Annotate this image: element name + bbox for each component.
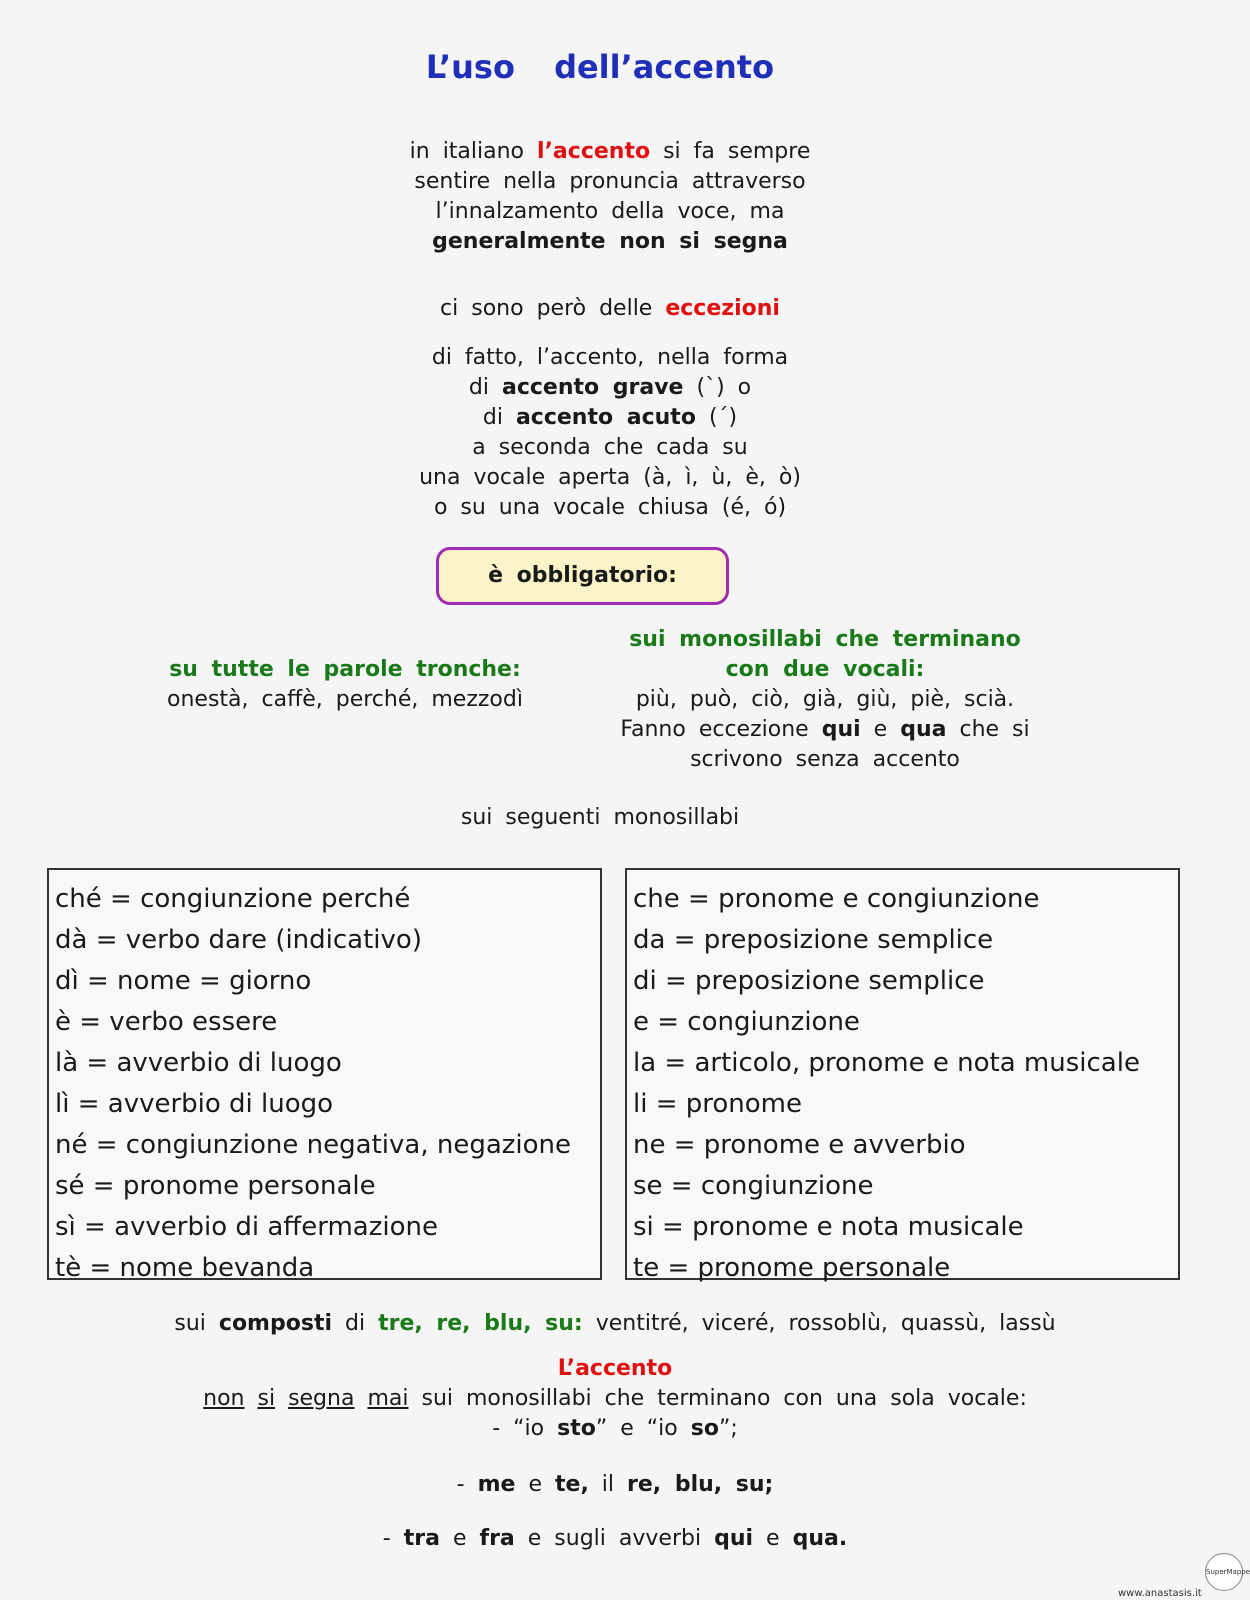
list-item: dà = verbo dare (indicativo) [55, 925, 422, 955]
list-item: sì = avverbio di affermazione [55, 1212, 438, 1242]
list-item: tè = nome bevanda [55, 1253, 315, 1283]
following-line: sui seguenti monosillabi [460, 805, 740, 830]
page-title: L’uso dell’accento [425, 48, 775, 86]
fact-line-6: o su una vocale chiusa (é, ó) [433, 495, 787, 520]
list-item: e = congiunzione [633, 1007, 860, 1037]
right-rule-heading-2: con due vocali: [725, 657, 925, 682]
list-item: ché = congiunzione perché [55, 884, 411, 914]
right-monosyllables-box [625, 868, 1180, 1283]
list-item: lì = avverbio di luogo [55, 1089, 334, 1119]
supermappe-logo: SuperMappe [1205, 1553, 1243, 1591]
fact-line-3: di accento acuto (´) [482, 405, 738, 430]
never-line-3: - me e te, il re, blu, su; [456, 1472, 774, 1497]
list-item: è = verbo essere [55, 1007, 278, 1037]
list-item: di = preposizione semplice [633, 966, 985, 996]
site-url: www.anastasis.it [1118, 1588, 1202, 1599]
left-monosyllables-box [47, 868, 602, 1283]
never-block [60, 1354, 1170, 1444]
never-heading: L’accento [557, 1356, 673, 1381]
fact-line-2: di accento grave (`) o [468, 375, 752, 400]
intro-line-3: l’innalzamento della voce, ma [435, 199, 785, 224]
list-item: né = congiunzione negativa, negazione [55, 1130, 572, 1160]
never-line-2: - “io sto” e “io so”; [492, 1416, 738, 1441]
obligatory-badge: è obbligatorio: [436, 547, 729, 605]
left-rule [140, 655, 550, 715]
list-item: dì = nome = giorno [55, 966, 312, 996]
intro-block [350, 137, 870, 257]
list-item: là = avverbio di luogo [55, 1048, 342, 1078]
intro-line-2: sentire nella pronuncia attraverso [414, 169, 806, 194]
fact-line-1: di fatto, l’accento, nella forma [431, 345, 789, 370]
fact-line-5: una vocale aperta (à, ì, ù, è, ò) [419, 465, 801, 490]
fact-line-4: a seconda che cada su [472, 435, 748, 460]
exceptions-line: ci sono però delle eccezioni [440, 296, 780, 321]
right-rule-line-4: Fanno eccezione qui e qua che si [620, 717, 1030, 742]
right-rule [580, 625, 1070, 775]
right-rule-heading-1: sui monosillabi che terminano [629, 627, 1021, 652]
list-item: te = pronome personale [633, 1253, 951, 1283]
list-item: che = pronome e congiunzione [633, 884, 1040, 914]
list-item: da = preposizione semplice [633, 925, 994, 955]
right-rule-line-5: scrivono senza accento [690, 747, 960, 772]
list-item: si = pronome e nota musicale [633, 1212, 1024, 1242]
list-item: ne = pronome e avverbio [633, 1130, 966, 1160]
list-item: se = congiunzione [633, 1171, 874, 1201]
left-rule-examples: onestà, caffè, perché, mezzodì [167, 687, 523, 712]
left-rule-heading: su tutte le parole tronche: [169, 657, 521, 682]
never-line-4: - tra e fra e sugli avverbi qui e qua. [382, 1526, 848, 1551]
list-item: la = articolo, pronome e nota musicale [633, 1048, 1140, 1078]
fact-block [350, 343, 870, 523]
right-rule-examples: più, può, ciò, già, giù, piè, scià. [635, 687, 1015, 712]
compounds-line: sui composti di tre, re, blu, su: ventitré, viceré, rossoblù, quassù, lassù [174, 1311, 1056, 1336]
list-item: sé = pronome personale [55, 1171, 376, 1201]
intro-line-1: in italiano l’accento si fa sempre [409, 139, 811, 164]
intro-line-4: generalmente non si segna [432, 229, 788, 254]
never-line-1: non si segna mai sui monosillabi che terminano con una sola vocale: [203, 1386, 1027, 1411]
list-item: li = pronome [633, 1089, 802, 1119]
